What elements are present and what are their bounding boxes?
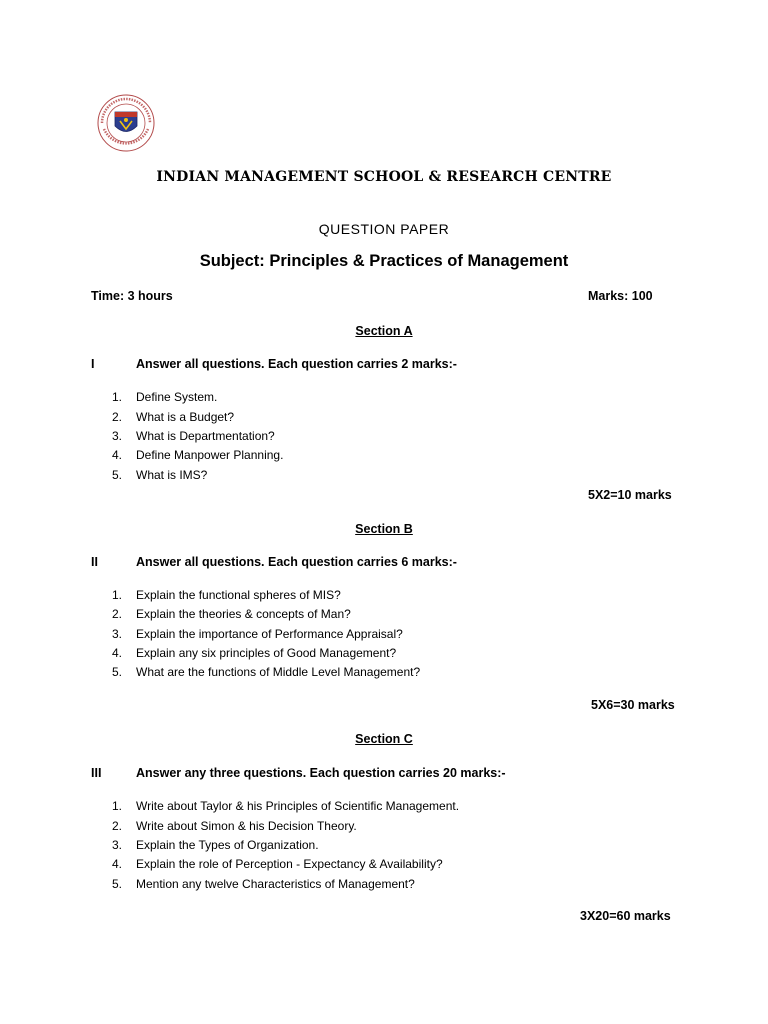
section-roman: I [91,357,95,371]
section-title: Section A [355,324,413,338]
section-title: Section B [355,522,413,536]
question-number: 4. [111,448,122,462]
question-number: 3. [111,627,122,641]
question-number: 3. [111,838,122,852]
section-total: 5X2=10 marks [588,488,672,502]
subject-title: Subject: Principles & Practices of Management [199,252,569,270]
section-instruction: Answer all questions. Each question carries 2 marks:- [136,357,457,371]
section-total: 3X20=60 marks [580,909,671,923]
section-instruction: Answer any three questions. Each question carries 20 marks:- [136,766,506,780]
question-number: 2. [111,607,122,621]
question-number: 2. [111,410,122,424]
question-text: Define Manpower Planning. [136,448,284,462]
section-roman: II [91,555,98,569]
section-total: 5X6=30 marks [591,698,675,712]
question-text: Explain the Types of Organization. [136,838,319,852]
question-text: Write about Simon & his Decision Theory. [136,819,357,833]
institution-name: INDIAN MANAGEMENT SCHOOL & RESEARCH CENTRE [156,169,612,185]
question-text: Explain the functional spheres of MIS? [136,588,341,602]
marks-label: Marks: 100 [588,289,653,303]
question-text: Explain any six principles of Good Management? [136,646,397,660]
question-number: 1. [111,390,122,404]
question-number: 2. [111,819,122,833]
question-text: What is IMS? [136,468,208,482]
question-text: What is Departmentation? [136,429,275,443]
question-number: 5. [111,665,122,679]
document-type: QUESTION PAPER [318,221,450,237]
question-number: 4. [111,646,122,660]
question-number: 1. [111,588,122,602]
section-instruction: Answer all questions. Each question carries 6 marks:- [136,555,457,569]
section-title: Section C [355,732,413,746]
question-number: 5. [111,468,122,482]
question-text: Explain the importance of Performance Appraisal? [136,627,403,641]
question-text: Mention any twelve Characteristics of Management? [136,877,415,891]
question-text: Explain the role of Perception - Expectancy & Availability? [136,857,443,871]
question-number: 1. [111,799,122,813]
question-text: What are the functions of Middle Level Management? [136,665,421,679]
question-text: Explain the theories & concepts of Man? [136,607,351,621]
question-text: What is a Budget? [136,410,235,424]
question-text: Write about Taylor & his Principles of Scientific Management. [136,799,460,813]
time-label: Time: 3 hours [91,289,173,303]
question-number: 3. [111,429,122,443]
question-number: 4. [111,857,122,871]
school-logo [92,93,160,153]
question-number: 5. [111,877,122,891]
question-text: Define System. [136,390,218,404]
section-roman: III [91,766,102,780]
